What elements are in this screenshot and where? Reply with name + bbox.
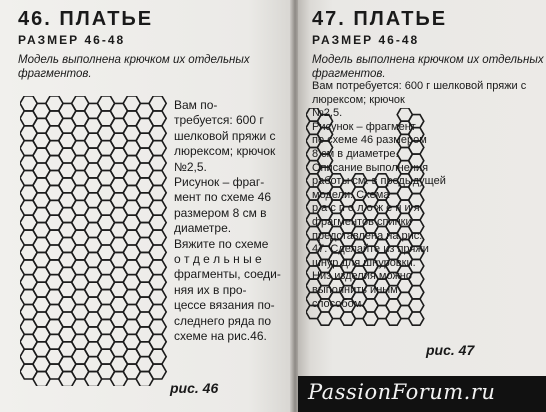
right-line: Рисунок – фрагмент bbox=[312, 120, 416, 133]
hexagon-cell bbox=[149, 290, 166, 305]
left-line: Вяжите по схеме bbox=[174, 236, 269, 251]
hexagon-cell bbox=[149, 185, 166, 200]
left-line: диаметре. bbox=[174, 221, 232, 236]
hexagon-cell bbox=[149, 156, 166, 171]
right-line: Вам потребуется: 600 г шелковой пряжи с bbox=[312, 80, 527, 92]
left-line: схеме на рис.46. bbox=[174, 329, 267, 343]
left-line: требуется: 600 г bbox=[174, 113, 264, 128]
left-intro-2: фрагментов. bbox=[18, 68, 92, 80]
hexagon-cell bbox=[149, 275, 166, 290]
right-line: способом. bbox=[312, 297, 365, 310]
right-caption: рис. 47 bbox=[426, 342, 475, 358]
right-page bbox=[298, 0, 546, 412]
left-title: 46. ПЛАТЬЕ bbox=[18, 8, 154, 30]
right-line: выполнить иным bbox=[312, 284, 398, 296]
left-caption: рис. 46 bbox=[170, 380, 219, 396]
left-line: няя их в про- bbox=[174, 282, 247, 297]
hexagon-cell bbox=[149, 245, 166, 260]
right-line: модели. Схема bbox=[312, 188, 390, 201]
hexagon-cell bbox=[149, 364, 166, 379]
hexagon-cell bbox=[149, 334, 166, 349]
left-line: следнего ряда по bbox=[174, 313, 272, 328]
hexagon-cell bbox=[149, 141, 166, 156]
right-line: р а с п о л о ж е н и я bbox=[312, 202, 420, 215]
right-line: по схеме 46 размером bbox=[312, 134, 427, 147]
right-line: 8 см в диаметре. bbox=[312, 148, 399, 160]
left-line: цессе вязания по- bbox=[174, 298, 275, 313]
hexagon-cell bbox=[149, 126, 166, 141]
left-hex-diagram bbox=[20, 96, 170, 386]
hexagon-cell bbox=[149, 200, 166, 215]
left-intro-1: Модель выполнена крючком их отдельных bbox=[18, 54, 250, 66]
right-title: 47. ПЛАТЬЕ bbox=[312, 8, 448, 30]
left-line: №2,5. bbox=[174, 159, 207, 174]
hexagon-cell bbox=[149, 171, 166, 186]
hexagon-cell bbox=[149, 319, 166, 334]
left-line: Рисунок – фраг- bbox=[174, 175, 265, 189]
right-intro-1: Модель выполнена крючком их отдельных bbox=[312, 54, 544, 66]
right-line: Описание выполнения bbox=[312, 161, 429, 174]
left-line: шелковой пряжи с bbox=[174, 128, 276, 143]
right-line: 47. Сделайте из пряжи bbox=[312, 243, 429, 256]
hexagon-cell bbox=[409, 312, 424, 325]
hexagon-cell bbox=[149, 305, 166, 320]
hexagon-cell bbox=[149, 230, 166, 245]
right-line: представлена на рис. bbox=[312, 229, 423, 242]
right-line: работы см. в предыдущей bbox=[312, 175, 446, 188]
hexagon-cell bbox=[149, 111, 166, 126]
right-line: Низ изделия можно bbox=[312, 270, 412, 283]
left-line: мент по схеме 46 bbox=[174, 190, 272, 205]
hexagon-cell bbox=[409, 299, 424, 312]
left-line: о т д е л ь н ы е bbox=[174, 252, 262, 266]
left-line: размером 8 см в bbox=[174, 205, 267, 220]
watermark-bar bbox=[298, 376, 546, 412]
left-line: фрагменты, соеди- bbox=[174, 267, 281, 282]
left-size: РАЗМЕР 46-48 bbox=[18, 33, 126, 47]
right-line: фрагментов спинки bbox=[312, 216, 412, 228]
hexagon-cell bbox=[149, 215, 166, 230]
right-intro-2: фрагментов. bbox=[312, 68, 386, 80]
hexagon-cell bbox=[409, 286, 424, 299]
left-line: Вам по- bbox=[174, 98, 218, 112]
hexagon-cell bbox=[149, 96, 166, 111]
left-line: люрексом; крючок bbox=[174, 144, 276, 159]
watermark-text: PassionForum.ru bbox=[308, 380, 496, 404]
right-line: шнур для шнуровки. bbox=[312, 256, 416, 269]
right-size: РАЗМЕР 46-48 bbox=[312, 33, 420, 47]
hexagon-cell bbox=[149, 260, 166, 275]
right-line: люрексом; крючок bbox=[312, 93, 405, 106]
right-line: №2,5. bbox=[312, 107, 343, 120]
hexagon-cell bbox=[149, 349, 166, 364]
